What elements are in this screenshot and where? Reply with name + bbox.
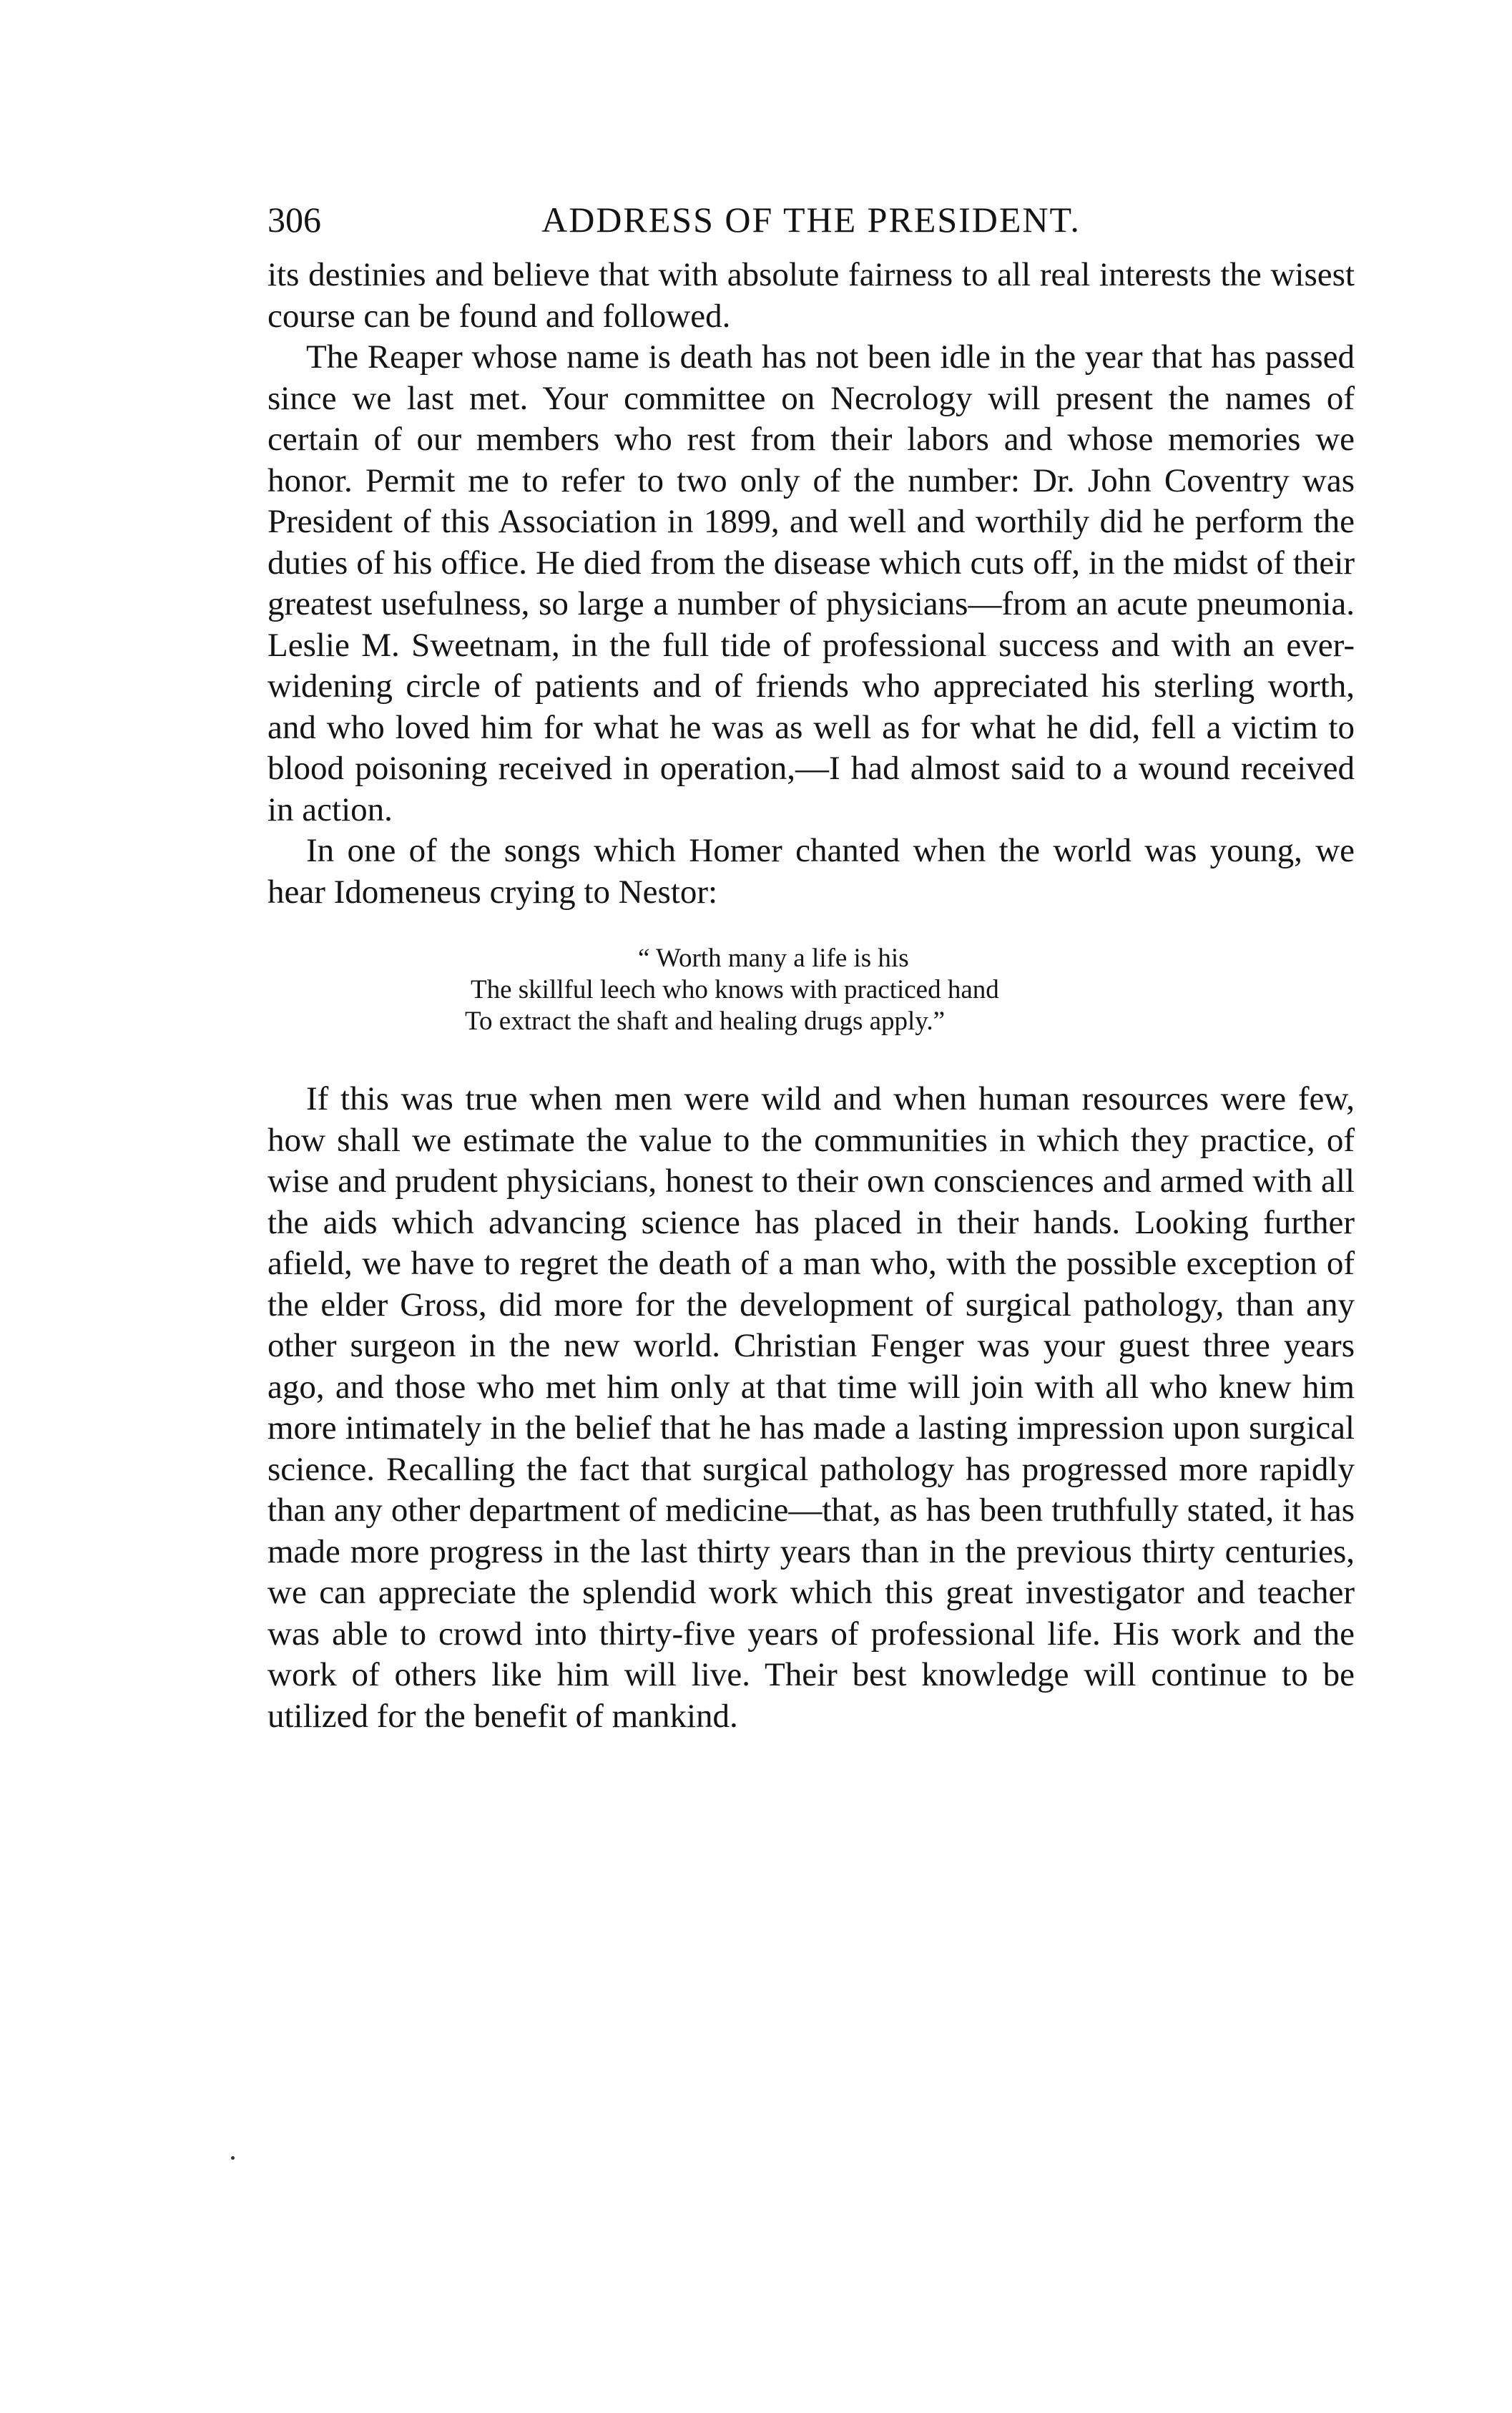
page-header — [267, 195, 1355, 245]
body-text — [267, 255, 1355, 1737]
print-speck — [231, 2156, 235, 2160]
paragraph-necrology: The Reaper whose name is death has not been idle in the year that has passed since we last met. Your committee on Necrology will present the names of certain of our members who rest from their labors and whose memories we honor. Permit me to refer to two only of the number: Dr. John Coventry was President of this Association in 1899, and well and worthily did he perform the duties of his office. He died from the disease which cuts off, in the midst of their greatest usefulness, so large a number of physicians—from an acute pneumonia. Leslie M. Sweetnam, in the full tide of professional success and with an ever-widening circle of patients and of friends who appreciated his sterling worth, and who loved him for what he was as well as for what he did, fell a victim to blood poisoning received in operation,—I had almost said to a wound received in action. — [267, 338, 1355, 828]
paragraph-continuation: its destinies and believe that with absolute fairness to all real interests the wisest course can be found and followed. — [267, 256, 1355, 335]
page-number: 306 — [267, 200, 321, 240]
quote-line: To extract the shaft and healing drugs apply.” — [465, 1007, 946, 1036]
quote-line: “ Worth many a life is his — [638, 944, 909, 973]
document-page — [267, 195, 1355, 1737]
paragraph-homer: In one of the songs which Homer chanted when the world was young, we hear Idomeneus crying to Nestor: — [267, 832, 1355, 911]
paragraph-surgical-pathology: If this was true when men were wild and when human resources were few, how shall we estimate the value to the communities in which they practice, of wise and prudent physicians, honest to their own consciences and armed with all the aids which advancing science has placed in their hands. Looking further afield, we have to regret the death of a man who, with the possible exception of the elder Gross, did more for the development of surgical pathology, than any other surgeon in the new world. Christian Fenger was your guest three years ago, and those who met him only at that time will join with all who knew him more intimately in the belief that he has made a lasting impression upon surgical science. Recalling the fact that surgical pathology has progressed more rapidly than any other department of medicine—that, as has been truthfully stated, it has made more progress in the last thirty years than in the previous thirty centuries, we can appreciate the splendid work which this great investigator and teacher was able to crowd into thirty-five years of professional life. His work and the work of others like him will live. Their best knowledge will continue to be utilized for the benefit of mankind. — [267, 1080, 1355, 1735]
quote-line: The skillful leech who knows with practiced hand — [471, 975, 999, 1004]
running-head: ADDRESS OF THE PRESIDENT. — [541, 200, 1081, 240]
block-quote — [267, 943, 1355, 1037]
